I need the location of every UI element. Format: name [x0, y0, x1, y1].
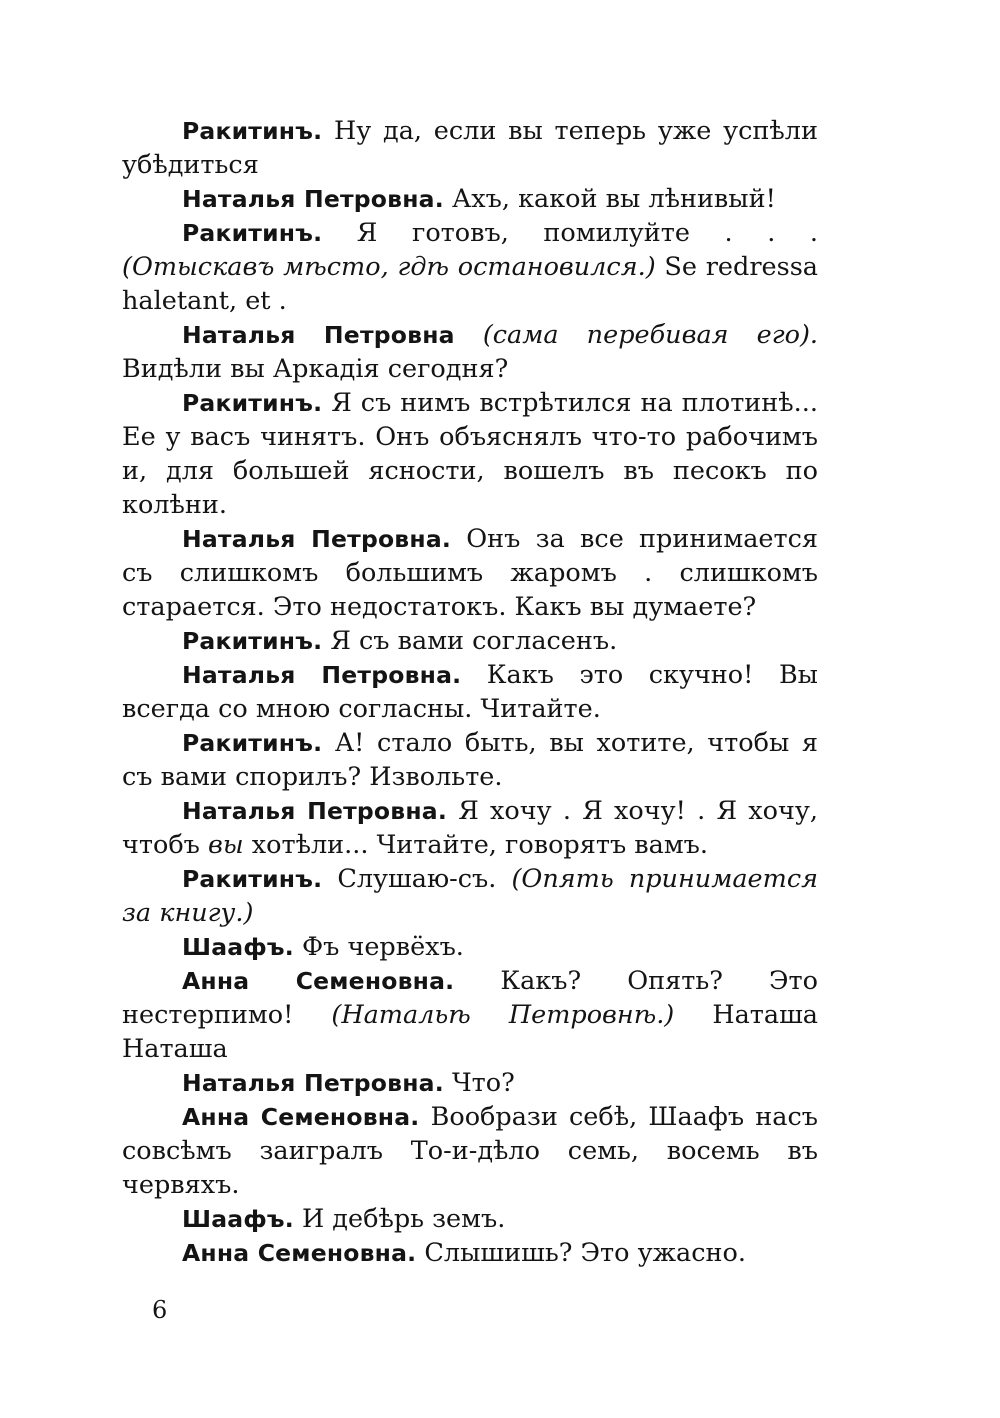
speaker-name: Наталья Петровна. — [182, 1069, 444, 1097]
line-text: Наташа Наташа — [122, 1000, 819, 1064]
speaker-name: Ракитинъ. — [182, 389, 323, 417]
dialogue-line — [122, 114, 818, 182]
line-text: Видѣли вы Аркадія сегодня? — [122, 354, 509, 384]
dialogue-line — [122, 1202, 818, 1236]
line-text: хотѣли... Читайте, говорятъ вамъ. — [243, 830, 708, 860]
line-text — [455, 320, 483, 350]
speaker-name: Шаафъ. — [182, 1205, 294, 1233]
dialogue-line — [122, 726, 818, 794]
emphasis: вы — [208, 830, 244, 860]
line-text: Я съ нимъ встрѣтился на плотинѣ... Ее у васъ чинятъ. Онъ объяснялъ что-то рабочимъ и, для большей ясности, вошелъ въ песокъ по колѣни. — [122, 388, 818, 520]
line-text: И дебѣрь земъ. — [293, 1204, 506, 1234]
dialogue-line — [122, 522, 818, 624]
stage-direction: (Отыскавъ мѣсто, гдѣ остановился.) — [122, 252, 656, 282]
line-text: Какъ это скучно! Вы всегда со мною согласны. Читайте. — [122, 660, 818, 724]
line-text: Что? — [443, 1068, 515, 1098]
speaker-name: Ракитинъ. — [182, 627, 323, 655]
page-number: 6 — [152, 1296, 168, 1324]
line-text: Вообрази себѣ, Шаафъ насъ совсѣмъ заигралъ То-и-дѣло семь, восемь въ червяхъ. — [122, 1102, 819, 1200]
dialogue-line — [122, 318, 818, 386]
dialogue-line — [122, 862, 818, 930]
dialogue-line — [122, 964, 818, 1066]
line-text: Ахъ, какой вы лѣнивый! — [443, 184, 776, 214]
speaker-name: Наталья Петровна. — [182, 797, 447, 825]
line-text: Какъ? Опять? Это нестерпимо! — [122, 966, 818, 1030]
line-text: Я готовъ, помилуйте . . . — [322, 218, 818, 248]
line-text: Слушаю-съ. — [322, 864, 512, 894]
speaker-name: Ракитинъ. — [182, 117, 323, 145]
stage-direction: (Опять принимается за книгу.) — [122, 864, 818, 928]
speaker-name: Наталья Петровна — [182, 321, 455, 349]
speaker-name: Анна Семеновна. — [182, 1239, 417, 1267]
dialogue-line — [122, 1236, 818, 1270]
play-text — [122, 114, 818, 1270]
stage-direction: (сама перебивая его). — [482, 320, 819, 350]
line-text: Фъ червёхъ. — [293, 932, 464, 962]
line-text: Я съ вами согласенъ. — [322, 626, 618, 656]
line-text: А! стало быть, вы хотите, чтобы я съ вами спорилъ? Извольте. — [122, 728, 818, 792]
speaker-name: Ракитинъ. — [182, 729, 323, 757]
dialogue-line — [122, 216, 818, 318]
dialogue-line — [122, 624, 818, 658]
line-text: Я хочу . Я хочу! . Я хочу, чтобъ — [122, 796, 818, 860]
line-text: Слышишь? Это ужасно. — [416, 1238, 746, 1268]
speaker-name: Наталья Петровна. — [182, 185, 444, 213]
stage-direction: (Натальѣ Петровнѣ.) — [331, 1000, 675, 1030]
line-text: Онъ за все принимается съ слишкомъ большимъ жаромъ . слишкомъ старается. Это недостатокъ. Какъ вы думаете? — [122, 524, 818, 622]
dialogue-line — [122, 182, 818, 216]
speaker-name: Анна Семеновна. — [182, 967, 455, 995]
speaker-name: Наталья Петровна. — [182, 525, 451, 553]
line-text: Ну да, если вы теперь уже успѣли убѣдиться — [122, 116, 818, 180]
dialogue-line — [122, 1066, 818, 1100]
line-text: Se redressa haletant, et . — [122, 252, 819, 316]
dialogue-line — [122, 658, 818, 726]
dialogue-line — [122, 1100, 818, 1202]
speaker-name: Ракитинъ. — [182, 865, 323, 893]
dialogue-line — [122, 794, 818, 862]
dialogue-line — [122, 386, 818, 522]
dialogue-line — [122, 930, 818, 964]
speaker-name: Шаафъ. — [182, 933, 294, 961]
speaker-name: Наталья Петровна. — [182, 661, 462, 689]
speaker-name: Ракитинъ. — [182, 219, 323, 247]
speaker-name: Анна Семеновна. — [182, 1103, 420, 1131]
